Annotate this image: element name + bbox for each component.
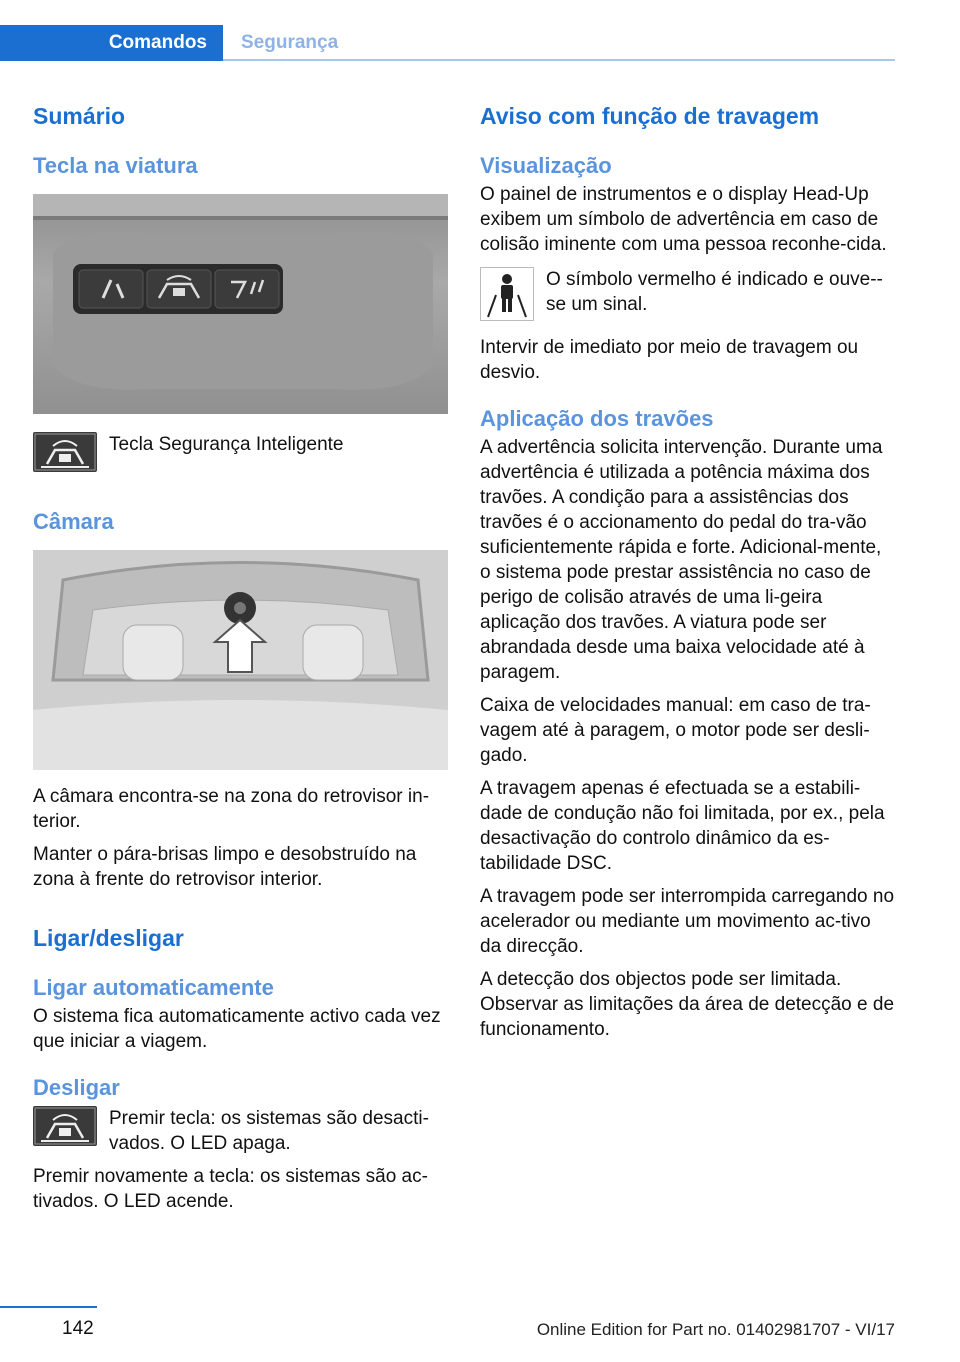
camara-paragraph-2: Manter o pára-brisas limpo e desobstruído na zona à frente do retrovisor interior. bbox=[33, 844, 417, 890]
visual-paragraph-1: O painel de instrumentos e o display Head-Up exibem um símbolo de advertência em caso de colisão iminente com uma pessoa reconhe-cida. bbox=[480, 184, 887, 255]
desligar-paragraph-1: Premir tecla: os sistemas são desacti-vados. O LED apaga. bbox=[109, 1108, 429, 1154]
pedestrian-warning-legend bbox=[480, 267, 895, 321]
page-number-rule bbox=[0, 1306, 97, 1308]
intelligent-safety-button-icon bbox=[33, 432, 97, 472]
ligar-auto-paragraph: O sistema fica automaticamente activo cada vez que iniciar a viagem. bbox=[33, 1006, 441, 1052]
heading-ligar-desligar: Ligar/desligar bbox=[33, 925, 184, 951]
heading-visualizacao: Visualização bbox=[480, 153, 612, 178]
heading-camara: Câmara bbox=[33, 509, 114, 534]
pedestrian-warning-icon bbox=[480, 267, 534, 321]
camera-photo bbox=[33, 550, 448, 770]
heading-aviso-travagem: Aviso com função de travagem bbox=[480, 103, 820, 129]
aplic-paragraph-4: A travagem pode ser interrompida carregando no acelerador ou mediante um movimento ac-tivo da direcção. bbox=[480, 886, 895, 957]
heading-ligar-automaticamente: Ligar automaticamente bbox=[33, 975, 274, 1000]
desligar-paragraph-2: Premir novamente a tecla: os sistemas são ac-tivados. O LED acende. bbox=[33, 1166, 428, 1212]
header-tabs bbox=[0, 25, 895, 61]
heading-sumario: Sumário bbox=[33, 103, 126, 129]
visual-icon-text: O símbolo vermelho é indicado e ouve--se um sinal. bbox=[546, 269, 883, 315]
tecla-legend bbox=[33, 432, 448, 472]
heading-aplicacao-travoes: Aplicação dos travões bbox=[480, 406, 714, 431]
tecla-caption: Tecla Segurança Inteligente bbox=[109, 434, 344, 455]
intelligent-safety-button-icon bbox=[33, 1106, 97, 1146]
page-number: 142 bbox=[62, 1318, 94, 1339]
aplic-paragraph-2: Caixa de velocidades manual: em caso de tra-vagem até à paragem, o motor pode ser desli-gado. bbox=[480, 695, 871, 766]
visual-paragraph-2: Intervir de imediato por meio de travagem ou desvio. bbox=[480, 337, 859, 383]
heading-desligar: Desligar bbox=[33, 1075, 120, 1100]
button-panel-illustration bbox=[33, 194, 448, 414]
tab-comandos[interactable]: Comandos bbox=[0, 25, 223, 61]
right-column bbox=[480, 100, 895, 1042]
camara-paragraph-1: A câmara encontra-se na zona do retrovisor in-terior. bbox=[33, 786, 430, 832]
aplic-paragraph-3: A travagem apenas é efectuada se a estabili-dade de condução não foi limitada, por ex., pela desactivação do controlo dinâmico da es-tabilidade DSC. bbox=[480, 778, 885, 874]
tab-divider bbox=[223, 59, 895, 61]
button-panel-photo bbox=[33, 194, 448, 414]
camera-illustration bbox=[33, 550, 448, 770]
desligar-legend bbox=[33, 1106, 448, 1156]
left-column bbox=[33, 100, 448, 1214]
heading-tecla: Tecla na viatura bbox=[33, 153, 198, 178]
aplic-paragraph-5: A detecção dos objectos pode ser limitada. Observar as limitações da área de detecção e de funcionamento. bbox=[480, 969, 895, 1040]
aplic-paragraph-1: A advertência solicita intervenção. Durante uma advertência é utilizada a potência máxima dos travões. A condição para a assistências dos travões é o accionamento do pedal do tra-vão suficientemente rápida e forte. Adicional-mente, o sistema pode prestar assistência no caso de perigo de colisão através de uma li-geira aplicação dos travões. A viatura pode ser abrandada desde uma baixa velocidade até à paragem. bbox=[480, 437, 883, 683]
edition-footer: Online Edition for Part no. 01402981707 - VI/17 bbox=[536, 1320, 895, 1339]
tab-seguranca[interactable]: Segurança bbox=[241, 32, 339, 53]
